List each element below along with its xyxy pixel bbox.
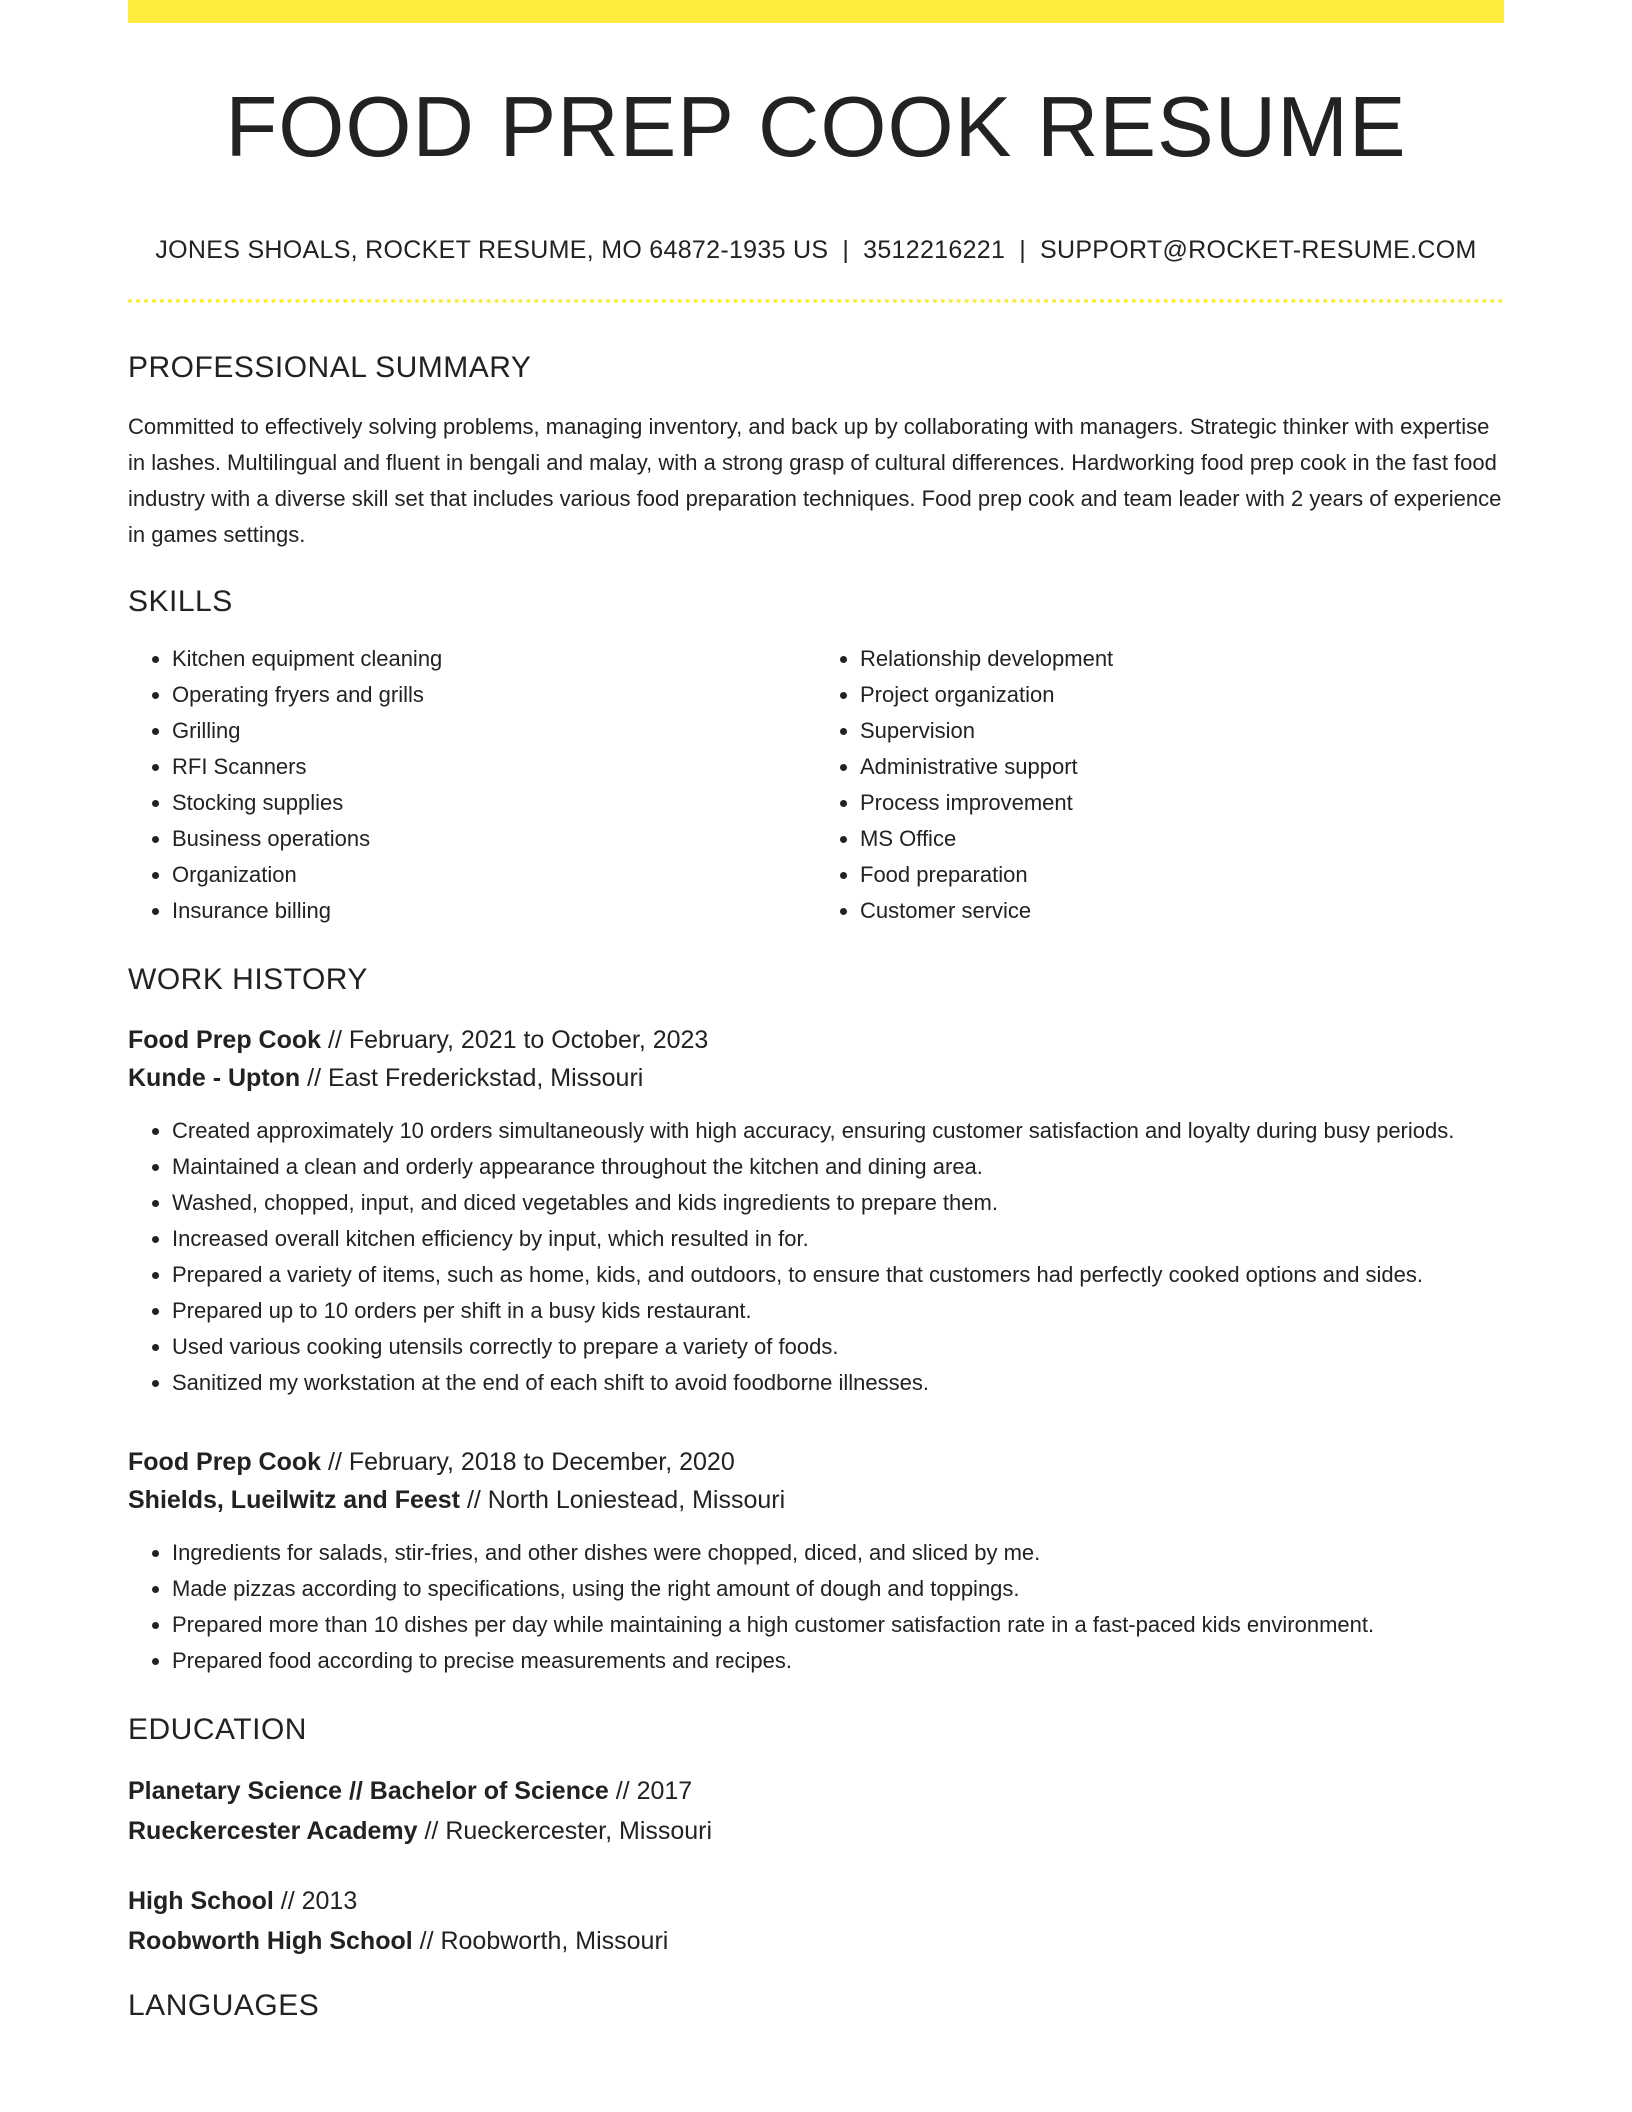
contact-line <box>128 238 1504 263</box>
job-bullet: • Increased overall kitchen efficiency by input, which resulted in for. <box>172 1221 1504 1257</box>
job-bullet: • Ingredients for salads, stir-fries, and other dishes were chopped, diced, and sliced by me. <box>172 1535 1504 1571</box>
top-accent-bar <box>128 0 1504 23</box>
skills-column-right <box>816 641 1504 929</box>
education-school-line <box>128 1921 1504 1961</box>
job-title-line <box>128 1443 1504 1481</box>
languages-heading: LANGUAGES <box>128 1989 320 2022</box>
job-company: Shields, Lueilwitz and Feest <box>128 1486 461 1514</box>
job-bullets <box>128 1535 1504 1679</box>
job-bullet: • Made pizzas according to specifications, using the right amount of dough and toppings. <box>172 1571 1504 1607</box>
education-school: Rueckercester Academy <box>128 1817 418 1845</box>
skill-item: • Supervision <box>860 713 1504 749</box>
skills-heading: SKILLS <box>128 585 233 618</box>
education-year: // 2013 <box>273 1887 358 1915</box>
contact-separator: | <box>842 236 850 264</box>
page-title: FOOD PREP COOK RESUME <box>225 80 1407 175</box>
contact-address: JONES SHOALS, ROCKET RESUME, MO 64872-1935 US <box>155 236 829 264</box>
contact-phone: 3512216221 <box>863 236 1006 264</box>
skill-item: • Food preparation <box>860 857 1504 893</box>
job-bullet: • Prepared more than 10 dishes per day while maintaining a high customer satisfaction rate in a fast-paced kids environment. <box>172 1607 1504 1643</box>
job-bullet: • Prepared up to 10 orders per shift in a busy kids restaurant. <box>172 1293 1504 1329</box>
work-history-heading: WORK HISTORY <box>128 963 368 996</box>
skill-item: • MS Office <box>860 821 1504 857</box>
education-heading: EDUCATION <box>128 1713 307 1746</box>
job-bullet: • Washed, chopped, input, and diced vegetables and kids ingredients to prepare them. <box>172 1185 1504 1221</box>
skill-item: • RFI Scanners <box>172 749 816 785</box>
skill-item: • Kitchen equipment cleaning <box>172 641 816 677</box>
skill-item: • Administrative support <box>860 749 1504 785</box>
job-bullet: • Sanitized my workstation at the end of each shift to avoid foodborne illnesses. <box>172 1365 1504 1401</box>
job-title-line <box>128 1021 1504 1059</box>
contact-email: SUPPORT@ROCKET-RESUME.COM <box>1039 236 1477 264</box>
resume-page <box>128 0 1504 2021</box>
summary-heading: PROFESSIONAL SUMMARY <box>128 351 532 384</box>
job-company-line <box>128 1059 1504 1097</box>
job-bullet: • Maintained a clean and orderly appearance throughout the kitchen and dining area. <box>172 1149 1504 1185</box>
skill-item: • Customer service <box>860 893 1504 929</box>
job-entry <box>128 1443 1504 1679</box>
job-bullets <box>128 1113 1504 1401</box>
header-divider <box>128 299 1504 303</box>
education-year: // 2017 <box>608 1777 693 1805</box>
skill-item: • Stocking supplies <box>172 785 816 821</box>
education-degree: High School <box>128 1887 274 1915</box>
skill-item: • Grilling <box>172 713 816 749</box>
education-entry <box>128 1771 1504 1851</box>
job-bullet: • Prepared food according to precise measurements and recipes. <box>172 1643 1504 1679</box>
job-bullet: • Prepared a variety of items, such as home, kids, and outdoors, to ensure that customers had perfectly cooked options and sides. <box>172 1257 1504 1293</box>
skill-item: • Relationship development <box>860 641 1504 677</box>
job-title: Food Prep Cook <box>128 1448 322 1476</box>
skill-item: • Insurance billing <box>172 893 816 929</box>
education-degree: Planetary Science // Bachelor of Science <box>128 1777 609 1805</box>
contact-separator: | <box>1019 236 1026 264</box>
skill-item: • Operating fryers and grills <box>172 677 816 713</box>
job-location: // East Frederickstad, Missouri <box>300 1064 644 1092</box>
job-dates: // February, 2018 to December, 2020 <box>321 1448 735 1476</box>
job-dates: // February, 2021 to October, 2023 <box>321 1026 709 1054</box>
job-location: // North Loniestead, Missouri <box>460 1486 786 1514</box>
job-title: Food Prep Cook <box>128 1026 322 1054</box>
job-company-line <box>128 1481 1504 1519</box>
skill-item: • Process improvement <box>860 785 1504 821</box>
job-bullet: • Created approximately 10 orders simultaneously with high accuracy, ensuring customer satisfaction and loyalty during busy periods. <box>172 1113 1504 1149</box>
education-school: Roobworth High School <box>128 1927 413 1955</box>
education-entry <box>128 1881 1504 1961</box>
job-entry <box>128 1021 1504 1401</box>
skills-grid <box>128 641 1504 929</box>
education-location: // Roobworth, Missouri <box>412 1927 669 1955</box>
education-location: // Rueckercester, Missouri <box>417 1817 713 1845</box>
education-degree-line <box>128 1771 1504 1811</box>
skill-item: • Project organization <box>860 677 1504 713</box>
job-company: Kunde - Upton <box>128 1064 301 1092</box>
skill-item: • Organization <box>172 857 816 893</box>
skills-column-left <box>128 641 816 929</box>
education-degree-line <box>128 1881 1504 1921</box>
job-bullet: • Used various cooking utensils correctly to prepare a variety of foods. <box>172 1329 1504 1365</box>
summary-text: Committed to effectively solving problems, managing inventory, and back up by collaborating with managers. Strategic thinker with expertise in lashes. Multilingual and fluent in bengali and malay, with a strong grasp of cultural differences. Hardworking food prep cook in the fast food industry with a diverse skill set that includes various food preparation techniques. Food prep cook and team leader with 2 years of experience in games settings. <box>128 414 1502 547</box>
skill-item: • Business operations <box>172 821 816 857</box>
education-school-line <box>128 1811 1504 1851</box>
